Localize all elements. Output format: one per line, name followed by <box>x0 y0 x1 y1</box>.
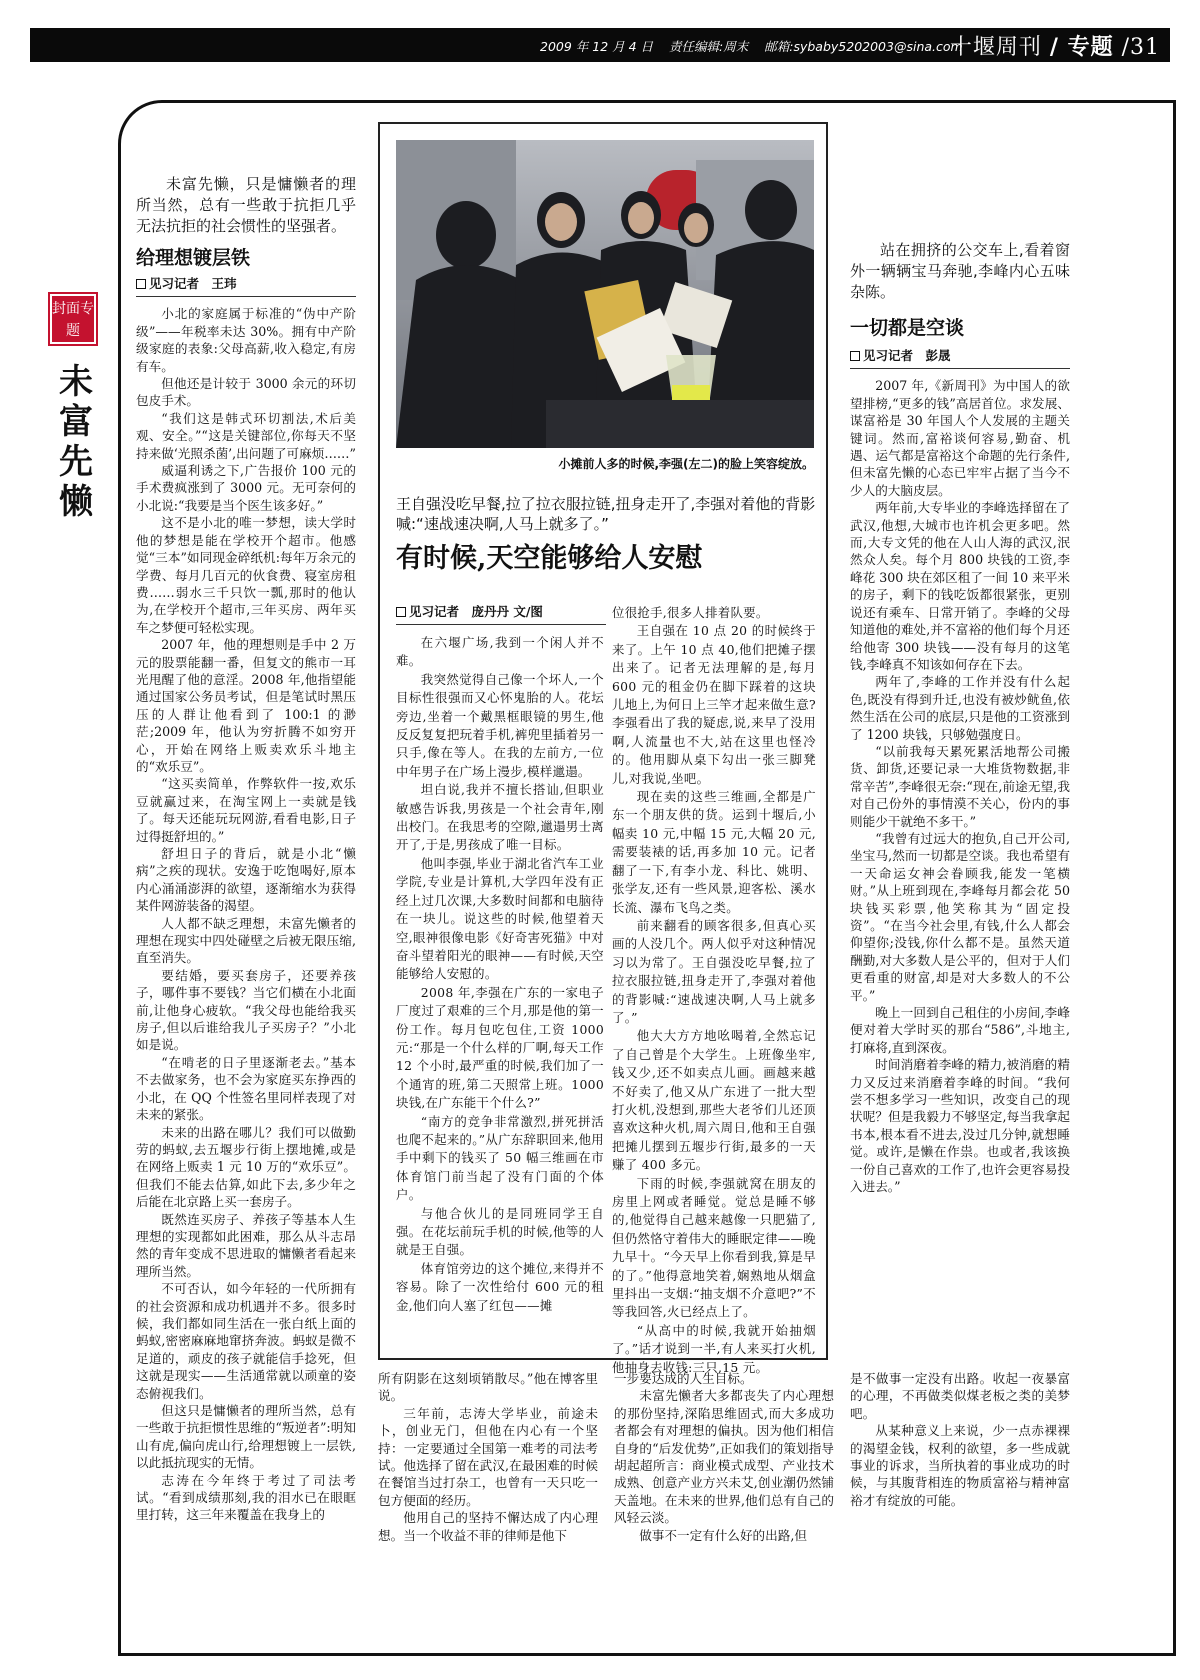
paragraph: 未富先懒者大多都丧失了内心理想的那份坚持,深陷思维固式,而大多成功者都会有对理想的偏执。因为他们相信自身的“后发优势”,正如我们的策划指导胡起超所言：商业模式成型、产业技术成熟、创意产业方兴未艾,创业潮仍然铺天盖地。在未来的世界,他们总有自己的风轻云淡。 <box>614 1388 834 1526</box>
photo-caption: 小摊前人多的时候,李强(左二)的脸上笑容绽放。 <box>558 457 814 471</box>
paragraph: 三年前，志涛大学毕业，前途未卜，创业无门，但他在内心有一个坚持：一定要通过全国第一难考的司法考试。他选择了留在武汉,在最困难的时候在餐馆当过打杂工，也曾有一天只吃一包方便面的经历。 <box>378 1405 598 1508</box>
section-badge-label: 封面专题 <box>52 296 94 342</box>
story-right-byline-text: 见习记者 彭晟 <box>863 348 951 363</box>
feature-title: 未富先懒 <box>59 362 93 522</box>
paragraph: 未来的出路在哪儿？我们可以做勤劳的蚂蚁,去五堰步行街上摆地摊,或是在网络上贩卖 1 元 10 万的“欢乐豆”。但我们不能去估算,如此下去,多少年之后能在北京路上买一套房子。 <box>136 1124 356 1210</box>
center-story-column-1 <box>396 634 604 1315</box>
paragraph: “我曾有过远大的抱负,自己开公司,坐宝马,然而一切都是空谈。我也希望有一天命运女神会眷顾我,能发一笔横财。”从上班到现在,李峰每月都会花 50 块钱买彩票,他笑称其为“固定投资”。“在当今社会里,有钱,什么人都会仰望你;没钱,你什么都不是。虽然天道酬勤,对大多数人是公平的，但对于人们更看重的财富,却是对大多数人的不公平。” <box>850 830 1070 1003</box>
paragraph: “从高中的时候,我就开始抽烟了。”话才说到一半,有人来买打火机,他抽身去收钱:三只,15 元。 <box>612 1322 816 1375</box>
paragraph: 时间消磨着李峰的精力,被消磨的精力又反过来消磨着李峰的时间。“我何尝不想多学习一些知识，改变自己的现状呢？但是我毅力不够坚定,每当我拿起书本,根本看不进去,没过几分钟,就想睡觉。或许,是懒在作祟。也或者,我该换一份自己喜欢的工作了,也许会更容易投入进去。” <box>850 1057 1070 1195</box>
paragraph: 两年前,大专毕业的李峰选择留在了武汉,他想,大城市也许机会更多吧。然而,大专文凭的他在人山人海的武汉,泯然众人矣。每个月 800 块钱的工资,李峰花 300 块在郊区租了一间 10 来平米的房子，剩下的钱吃饭都很紧张，更别说还有乘车、日常开销了。李峰的父母知道他的难处,并不富裕的他们每个月还给他寄 300 块钱——没有每月的这笔钱,李峰真不知该如何存在下去。 <box>850 500 1070 672</box>
paragraph: 既然连买房子、养孩子等基本人生理想的实现都如此困难，那么从斗志昂然的青年变成不思进取的慵懒者看起来理所当然。 <box>136 1211 356 1279</box>
byline-box-icon <box>850 351 860 361</box>
editor-email: 邮箱:sybaby5202003@sina.com <box>764 39 963 54</box>
paragraph: 他大大方方地吆喝着,全然忘记了自己曾是个大学生。上班像坐牢,钱又少,还不如卖点儿画。画越来越不好卖了,他又从广东进了一批大型打火机,没想到,那些大老爷们儿还顶喜欢这种火机,周六周日,他和王自强把摊儿摆到五堰步行街,最多的一天赚了 400 多元。 <box>612 1028 816 1173</box>
paragraph: 在六堰广场,我到一个闲人并不难。 <box>396 635 604 669</box>
paragraph: 他叫李强,毕业于湖北省汽车工业学院,专业是计算机,大学四年没有正经上过几次课,大多数时间都和电脑待在一块儿。说这些的时候,他望着天空,眼神很像电影《好奇害死猫》中对奋斗望着阳光的眼神——有时候,天空能够给人安慰的。 <box>396 855 604 982</box>
paragraph: “这买卖简单，作弊软件一按,欢乐豆就赢过来，在淘宝网上一卖就是钱了。每天还能玩玩网游,看看电影,日子过得挺舒坦的。” <box>136 776 356 844</box>
paragraph: 舒坦日子的背后，就是小北“懒病”之疾的现状。安逸于吃饱喝好,原本内心涌涌澎湃的欲望，逐渐缩水为获得某件网游装备的渴望。 <box>136 846 356 914</box>
paragraph: “在啃老的日子里逐渐老去。”基本不去做家务，也不会为家庭买东挣西的小北，在 QQ 个性签名里同样表现了对未来的紧张。 <box>136 1054 356 1123</box>
paragraph: 人人都不缺乏理想，未富先懒者的理想在现实中四处碰壁之后被无限压缩,直至消失。 <box>136 915 356 966</box>
story-left-lead: 未富先懒，只是慵懒者的理所当然，总有一些敢于抗拒几乎无法抗拒的社会惯性的坚强者。 <box>136 175 356 235</box>
masthead <box>950 30 1160 61</box>
paragraph: 一步要达成的人生目标。 <box>614 1371 753 1386</box>
paragraph: 位很抢手,很多人排着队要。 <box>612 605 769 620</box>
paragraph: 威逼利诱之下,广告报价 100 元的手术费疯涨到了 3000 元。无可奈何的小北说:“我要是当个医生该多好。” <box>136 463 356 513</box>
paragraph: 从某种意义上来说，少一点赤裸裸的渴望金钱，权利的欲望，多一些成就事业的诉求，当所执着的事业成功的时候，与其腹背相连的物质富裕与精神富裕才有绽放的可能。 <box>850 1423 1070 1508</box>
paragraph: 不可否认，如今年轻的一代所拥有的社会资源和成功机遇并不多。很多时候，我们都如同生活在一张白纸上面的蚂蚁,密密麻麻地窜挤奔波。蚂蚁是微不足道的，顽皮的孩子就能信手捻死，但这就是现实——生活通常就以顽童的姿态俯视我们。 <box>136 1281 356 1401</box>
paragraph: 志涛在今年终于考过了司法考试。“看到成绩那刻,我的泪水已在眼眶里打转，这三年来覆盖在我身上的 <box>136 1472 356 1523</box>
paragraph: 与他合伙儿的是同班同学王自强。在花坛前玩手机的时候,他等的人就是王自强。 <box>396 1205 604 1258</box>
closing-column-2 <box>850 1370 1070 1509</box>
paragraph: 2008 年,李强在广东的一家电子厂度过了艰难的三个月,那是他的第一份工作。每月包吃包住,工资 1000 元:“那是一个什么样的厂啊,每天工作 12 个小时,最严重的时候,我们加了一个通宵的班,第二天照常上班。1000 块钱,在广东能干个什么?” <box>396 984 604 1111</box>
paragraph: 要结婚，要买套房子，还要养孩子，哪件事不要钱？当它们横在小北面前,让他身心疲软。“我父母也能给我买房子,但以后谁给我儿子买房子？”小北如是说。 <box>136 967 356 1053</box>
story-right-byline <box>850 347 1070 369</box>
paragraph: 但他还是计较于 3000 余元的环切包皮手术。 <box>136 376 356 409</box>
story-left <box>136 174 356 1524</box>
paragraph: 是不做事一定没有出路。收起一夜暴富的心理，不再做类似煤老板之类的美梦吧。 <box>850 1371 1070 1421</box>
paragraph: 2007 年，他的理想则是手中 2 万元的股票能翻一番，但复文的熊市一耳光甩醒了他的意淫。2008 年,他指望能通过国家公务员考试，但是笔试时黑压压的人群让他看到了 100:1 的渺茫;2009 年，他认为穷折腾不如穷开心，开始在网络上贩卖欢乐斗地主的“欢乐豆”。 <box>136 637 356 774</box>
issue-date: 2009 年 12 月 4 日 <box>540 39 654 54</box>
center-story-column-2 <box>612 604 816 1377</box>
paragraph: 2007 年,《新周刊》为中国人的欲望排榜,“更多的钱”高居首位。求发展、谋富裕是 30 年国人个人发展的主题关键词。然而,富裕谈何容易,勤奋、机遇、运气都是富裕这个命题的先行条件,但未富先懒的心态已牢牢占据了当今不少人的大脑皮层。 <box>850 378 1070 498</box>
paragraph: 小北的家庭属于标准的“伪中产阶级”——年税率未达 30%。拥有中产阶级家庭的表象:父母高薪,收入稳定,有房有车。 <box>136 306 356 374</box>
paragraph: 下雨的时候,李强就窝在朋友的房里上网或者睡觉。觉总是睡不够的,他觉得自己越来越像一只肥猫了,但仍然恪守着伟大的睡眠定律——晚九早十。“今天早上你看到我,算是早的了。”他得意地笑着,娴熟地从烟盒里抖出一支烟:“抽支烟不介意吧?”不等我回答,火已经点上了。 <box>612 1175 816 1320</box>
paragraph: 做事不一定有什么好的出路,但 <box>639 1527 807 1543</box>
story-left-headline: 给理想镀层铁 <box>136 247 251 269</box>
section-badge <box>48 292 98 346</box>
paragraph: 两年了,李峰的工作并没有什么起色,既没有得到升迁,也没有被炒鱿鱼,依然生活在公司的底层,只是他的工资涨到了 1200 块钱，只够勉强度日。 <box>850 674 1070 742</box>
header-info <box>540 37 975 55</box>
paragraph: 现在卖的这些三维画,全都是广东一个朋友供的货。运到十堰后,小幅卖 10 元,中幅 15 元,大幅 20 元,需要装裱的话,再多加 10 元。记者翻了一下,有李小龙、科比、姚明、张学友,还有一些风景,迎客松、溪水长流、瀑布飞鸟之类。 <box>612 789 816 915</box>
paragraph: “我们这是韩式环切割法,术后美观、安全。”“这是关键部位,你每天不坚持来做‘光照杀菌’,出问题了可麻烦……” <box>136 410 356 461</box>
section-name: / 专题 <box>1049 34 1114 60</box>
paragraph: 王自强在 10 点 20 的时候终于来了。上午 10 点 40,他们把摊子摆出来了。记者无法理解的是,每月 600 元的租金仍在脚下踩着的这块儿地上,为何日上三竿才起来做生意?李强看出了我的疑虑,说,来早了没用啊,人流量也不大,站在这里也怪冷的。他用脚从桌下勾出一张三脚凳儿,对我说,坐吧。 <box>612 623 816 786</box>
center-story-byline-text: 见习记者 庞丹丹 文/图 <box>409 604 543 619</box>
paragraph: “以前我每天累死累活地帮公司搬货、卸货,还要记录一大堆货物数据,非常辛苦”,李峰很无奈:“现在,前途无望,我对自己份外的事情漠不关心，份内的事则能少干就绝不多干。” <box>850 743 1070 829</box>
story-left-continued <box>378 1370 598 1544</box>
center-story-byline <box>396 602 606 625</box>
story-left-byline-text: 见习记者 王玮 <box>149 276 237 291</box>
paragraph: 体育馆旁边的这个摊位,来得并不容易。除了一次性给付 600 元的租金,他们向人塞了红包——摊 <box>396 1260 604 1313</box>
photo-illustration <box>396 140 814 448</box>
paragraph: 前来翻看的顾客很多,但真心买画的人没几个。两人似乎对这种情况习以为常了。王自强没吃早餐,拉了拉衣服拉链,扭身走开了,李强对着他的背影喊:“速战速决啊,人马上就多了。” <box>612 917 816 1025</box>
paragraph: 我突然觉得自己像一个坏人,一个目标性很强而又心怀鬼胎的人。花坛旁边,坐着一个戴黑框眼镜的男生,他反反复复把玩着手机,裤兜里插着另一只手,像在等人。在我的左前方,一位中年男子在广场上漫步,模样邋遢。 <box>396 671 604 779</box>
brand-name: 十堰周刊 <box>949 35 1042 60</box>
story-left-byline <box>136 275 356 297</box>
story-right-headline: 一切都是空谈 <box>850 317 965 339</box>
paragraph: 这不是小北的唯一梦想，读大学时他的梦想是能在学校开个超市。他感觉“三本”如同现金碎纸机:每年万余元的学费、每月几百元的伙食费、寝室房租费……弱水三千只饮一瓢,那时的他认为,在学校开个超市,三年买房、两年买车之梦便可轻松实现。 <box>136 515 356 635</box>
story-right <box>850 240 1070 1196</box>
paragraph: 坦白说,我并不擅长搭讪,但职业敏感告诉我,男孩是一个社会青年,刚出校门。在我思考的空隙,邋遢男士离开了,于是,男孩成了唯一目标。 <box>396 782 604 853</box>
street-vendor-photo <box>396 140 814 448</box>
byline-box-icon <box>136 279 146 289</box>
closing-column-1 <box>614 1370 834 1544</box>
editor-credit: 责任编辑:周末 <box>669 39 749 54</box>
page-number: /31 <box>1121 35 1160 60</box>
center-story-lead: 王自强没吃早餐,拉了拉衣服拉链,扭身走开了,李强对着他的背影喊:“速战速决啊,人马上就多了。” <box>396 495 816 533</box>
paragraph: “南方的竞争非常激烈,拼死拼活也爬不起来的。”从广东辞职回来,他用手中剩下的钱买了 50 幅三维画在市体育馆门前当起了没有门面的个体户。 <box>396 1113 604 1203</box>
story-right-lead: 站在拥挤的公交车上,看着窗外一辆辆宝马奔驰,李峰内心五味杂陈。 <box>850 241 1070 301</box>
story-left-body <box>136 305 356 1523</box>
byline-box-icon <box>396 607 406 617</box>
page-header <box>30 28 1170 62</box>
paragraph: 但这只是慵懒者的理所当然，总有一些敢于抗拒惯性思维的“叛逆者”:明知山有虎,偏向虎山行,给理想镀上一层铁,以此抵抗现实的无情。 <box>136 1403 356 1471</box>
paragraph: 他用自己的坚持不懈达成了内心理想。当一个收益不菲的律师是他下 <box>378 1510 598 1543</box>
paragraph: 所有阴影在这刻顷销散尽。”他在博客里说。 <box>378 1371 598 1404</box>
paragraph: 晚上一回到自己租住的小房间,李峰便对着大学时买的那台“586”,斗地主,打麻将,直到深夜。 <box>850 1005 1070 1055</box>
center-story-box <box>378 122 828 1375</box>
center-story-headline: 有时候,天空能够给人安慰 <box>396 543 703 574</box>
